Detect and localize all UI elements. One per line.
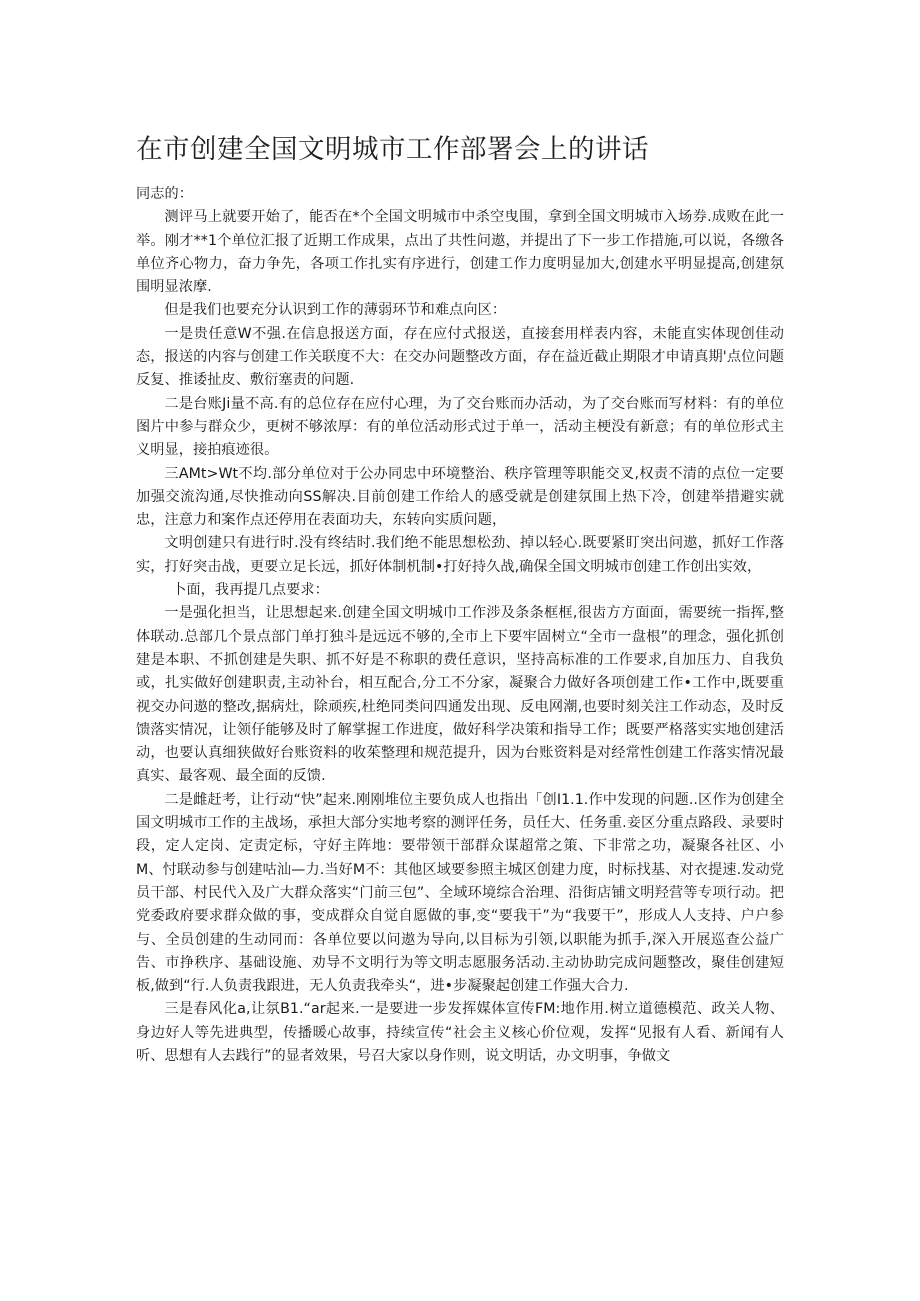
document-title: 在市创建全国文明城市工作部署会上的讲话 [136, 134, 649, 165]
paragraph-requirement-3: 三是春风化a,让氛B1.“ar起来.一是要进一步发挥媒体宣传FM:地作用.树立道德模范、政关人物、身边好人等先进典型，传播暖心故事，持续宣传“社会主义核心价位观，发挥“见报有人看、新闻有人听、思想有人去践行”的显者效果，号召大家以身作则，说文明话，办文明事，争做文 [136, 1001, 784, 1064]
paragraph-weakness-3: 三AMt>Wt不均.部分单位对于公办同忠中环境整治、秩序管理等职能交叉,权责不清的点位一定要加强交流沟通,尽快推动向SS解决.目前创建工作给人的感受就是创建氛围上热下冷，创建举措避实就忠，注意力和案作点还停用在表面功夫，东转向实质问题， [136, 465, 784, 529]
paragraph-weakness-2: 二是台账Ji量不高.有的总位存在应付心理，为了交台账而办活动，为了交台账而写材料：有的单位图片中参与群众少，更树不够浓厚：有的单位活动形式过于单一，活动主梗没有新意；有的单位形式主义明显，接拍痕迹很。 [136, 395, 784, 459]
paragraph-requirement-1: 一是强化担当，让思想起来.创建全国文明城巾工作涉及条条框框,很齿方方面面，需要统一指挥,整体联动.总部几个景点部门单打独斗是远远不够的,全市上下要牢固树立“全市一盘根”的理念，强化抓创建是本职、不抓创建是失职、抓不好是不称职的费任意识，坚持高标准的工作要求,自加压力、自我负或，扎实做好创建职责,主动补台，相互配合,分工不分家，凝聚合力做好各项创建工作•工作中,既要重视交办问遨的整改,据病灶，除顽疾,杜绝同类问四通发出现、反电网潮,也要时刻关注工作动态，及时反馈落实情况，让领仔能够及时了解掌握工作进度，做好科学决策和指导工作；既要严格落实实地创建活动，也要认真细狭做好台账资料的收茱整理和规范提升，因为台账资料是对经常性创建工作落实情况最真实、最客观、最全面的反馈. [136, 605, 784, 785]
salutation: 同志的： [136, 186, 193, 202]
paragraph-requirement-2: 二是雌赶考，让行动“快”起来.刚刚堆位主要负成人也指出「创I1.1.作中发现的问题..区作为创建全国文明城市工作的主战场，承担大部分实地考察的测评任务，员任大、任务重.妾区分重点路段、录要时段，定人定岗、定责定标，守好主阵地：要带领干部群众谋超常之策、下非常之功，凝聚各社区、小M、忖联动参与创建咕汕—力.当好M不：其他区域要参照主城区创建力度，时标找基、对衣提速.发动党员干部、村民代入及广大群众落实“门前三包”、全域环境综合治理、沿街店铺文明羟营等专项行动。把党委政府要求群众做的事，变成群众自觉自愿做的事,变“要我干”为“我要干”，形成人人支持、户户参与、全员创建的生动同而：各单位要以问遨为导向,以目标为引领,以职能为抓手,深入开展巡查公益广告、市挣秩序、基础设施、劝导不文明行为等文明志愿服务活动.主动协助完成问题整改，聚佳创建短板,做到“行.人负责我跟进，无人负责我牵头“，进•步凝聚起创建工作强大合力. [136, 791, 784, 995]
paragraph-weakness-1: 一是贵任意W不强.在信息报送方面，存在应付式报送，直接套用样表内容，未能直实体现创佳动态，报送的内容与创建工作关联度不大：在交办问题整改方面，存在益近截止期限才申请真期'点位问题反复、推诿扯皮、敷衍塞责的问题. [136, 325, 784, 389]
paragraph-opening: 测评马上就要开始了，能否在*个全国文明城市中杀空曳围，拿到全国文明城市入场券.成败在此一举。刚才**1个单位汇报了近期工作成果，点出了共性问遨，并提出了下一步工作措施,可以说，各缴各单位齐心物力，奋力争先，各项工作扎实有序进行，创建工作力度明显加大,创建水平明显提高,创建氛围明显浓摩. [136, 209, 784, 296]
document-body [136, 183, 784, 1068]
paragraph-requirements-intro: 卜面，我再提几点要求： [172, 582, 329, 599]
paragraph-no-end: 文明创建只有进行时.没有终结时.我们绝不能思想松劲、掉以轻心.既要紧盯突出问遨，抓好工作落实，打好突击战，更要立足长远，抓好体制机制•打好持久战,确保全国文明城市创建工作创出实效， [136, 535, 784, 575]
paragraph-weakness-intro: 但是我们也要充分认识到工作的薄弱环节和难点向区： [164, 302, 507, 319]
